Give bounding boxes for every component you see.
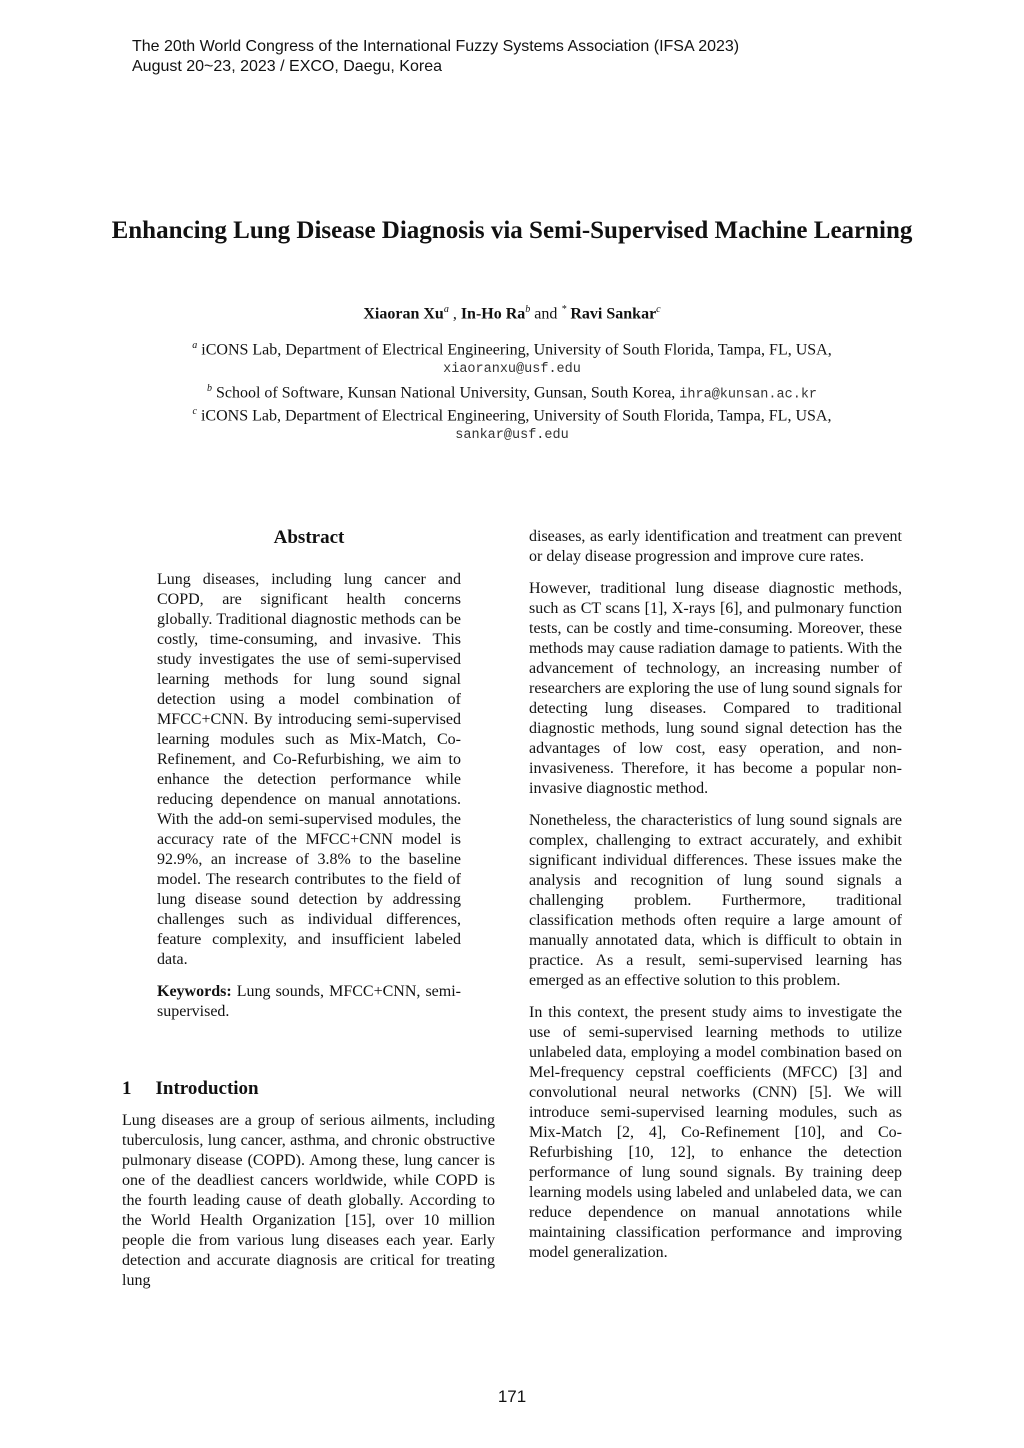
- abstract-text: Lung diseases, including lung cancer and COPD, are significant health concerns globally. Traditional diagnostic methods can be costly, time-consuming, and invasive. This study investigates the use of semi-supervised learning methods for lung sound signal detection using a model combination of MFCC+CNN. By introducing semi-supervised learning modules such as Mix-Match, Co-Refinement, and Co-Refurbishing, we aim to enhance the detection performance while reducing dependence on manual annotations. With the add-on semi-supervised modules, the accuracy rate of the MFCC+CNN model is 92.9%, an increase of 3.8% to the baseline model. The research contributes to the field of lung disease sound detection by addressing challenges such as individual differences, feature complexity, and insufficient labeled data.: [157, 571, 461, 968]
- paper-title: Enhancing Lung Disease Diagnosis via Semi-Supervised Machine Learning: [111, 217, 913, 244]
- keywords-text: Lung sounds, MFCC+CNN, semi-supervised.: [157, 983, 462, 1020]
- affiliation-text: iCONS Lab, Department of Electrical Engineering, University of South Florida, Tampa, FL, USA,: [200, 407, 832, 425]
- affiliation-mark: a: [192, 340, 198, 351]
- introduction-section: [122, 1079, 495, 1303]
- affiliation-mark: c: [656, 304, 661, 315]
- affiliation-mark: a: [443, 304, 449, 315]
- affiliation-text: iCONS Lab, Department of Electrical Engineering, University of South Florida, Tampa, FL, USA,: [201, 341, 832, 359]
- author-list: [0, 304, 1024, 323]
- conjunction: and: [534, 305, 558, 323]
- affiliation-text: School of Software, Kunsan National University, Gunsan, South Korea,: [215, 384, 676, 402]
- keywords-label: Keywords:: [157, 983, 232, 1000]
- affiliation-mark: b: [525, 304, 531, 315]
- corresponding-mark: *: [561, 304, 567, 315]
- email: ihra@kunsan.ac.kr: [679, 387, 818, 403]
- introduction-heading: [122, 1079, 495, 1099]
- conference-date-venue: August 20~23, 2023 / EXCO, Daegu, Korea: [132, 58, 442, 75]
- affiliation-a: [0, 336, 1024, 380]
- author-name: Ravi Sankar: [570, 305, 657, 323]
- page-number: 171: [497, 1387, 527, 1406]
- paragraph: However, traditional lung disease diagnostic methods, such as CT scans [1], X-rays [6], and pulmonary function tests, can be costly and time-consuming. Moreover, these methods may cause radiation damage to patients. With the advancement of technology, an increasing number of researchers are exploring the use of lung sound signals for detecting lung diseases. Compared to traditional diagnostic methods, lung sound signal detection has the advantages of low cost, easy operation, and non-invasiveness. Therefore, it has become a popular non-invasive diagnostic method.: [529, 580, 902, 797]
- email: xiaoranxu@usf.edu: [443, 362, 581, 378]
- paragraph: In this context, the present study aims to investigate the use of semi-supervised learning methods to utilize unlabeled data, employing a model combination based on Mel-frequency cepstral coefficients (MFCC) [3] and convolutional neural networks (CNN) [5]. We will introduce semi-supervised learning modules, such as Mix-Match [2, 4], Co-Refinement [10], and Co-Refurbishing [10, 12], to enhance the detection performance of lung sound signals. By training deep learning models using labeled and unlabeled data, we can reduce dependence on manual annotations while maintaining classification performance and improving model generalization.: [529, 1004, 902, 1261]
- email: sankar@usf.edu: [455, 428, 569, 444]
- section-number: 1: [122, 1078, 132, 1099]
- keywords: [157, 982, 461, 1022]
- abstract-section: [157, 528, 461, 1034]
- right-column: [529, 527, 902, 1275]
- paragraph: Nonetheless, the characteristics of lung sound signals are complex, challenging to extract accurately, and exhibit significant individual differences. These issues make the analysis and recognition of lung sound signals a challenging problem. Furthermore, traditional classification methods often require a large amount of manually annotated data, which is difficult to obtain in practice. As a result, semi-supervised learning has emerged as an effective solution to this problem.: [529, 812, 902, 989]
- conference-header: [132, 37, 739, 77]
- affiliation-c: [0, 402, 1024, 446]
- author-name: In-Ho Ra: [460, 305, 526, 323]
- paragraph: diseases, as early identification and treatment can prevent or delay disease progression and improve cure rates.: [529, 528, 902, 565]
- author-name: Xiaoran Xu: [363, 305, 444, 323]
- abstract-heading: Abstract: [273, 527, 345, 548]
- section-title: Introduction: [155, 1078, 259, 1099]
- conference-name: The 20th World Congress of the International Fuzzy Systems Association (IFSA 2023): [132, 38, 740, 55]
- separator: ,: [452, 305, 457, 323]
- affiliation-mark: c: [192, 406, 197, 417]
- paragraph: Lung diseases are a group of serious ailments, including tuberculosis, lung cancer, asthma, and chronic obstructive pulmonary disease (COPD). Among these, lung cancer is one of the deadliest cancers worldwide, while COPD is the fourth leading cause of death globally. According to the World Health Organization [15], over 10 million people die from various lung diseases each year. Early detection and accurate diagnosis are critical for treating lung: [122, 1112, 495, 1289]
- affiliation-mark: b: [206, 383, 212, 394]
